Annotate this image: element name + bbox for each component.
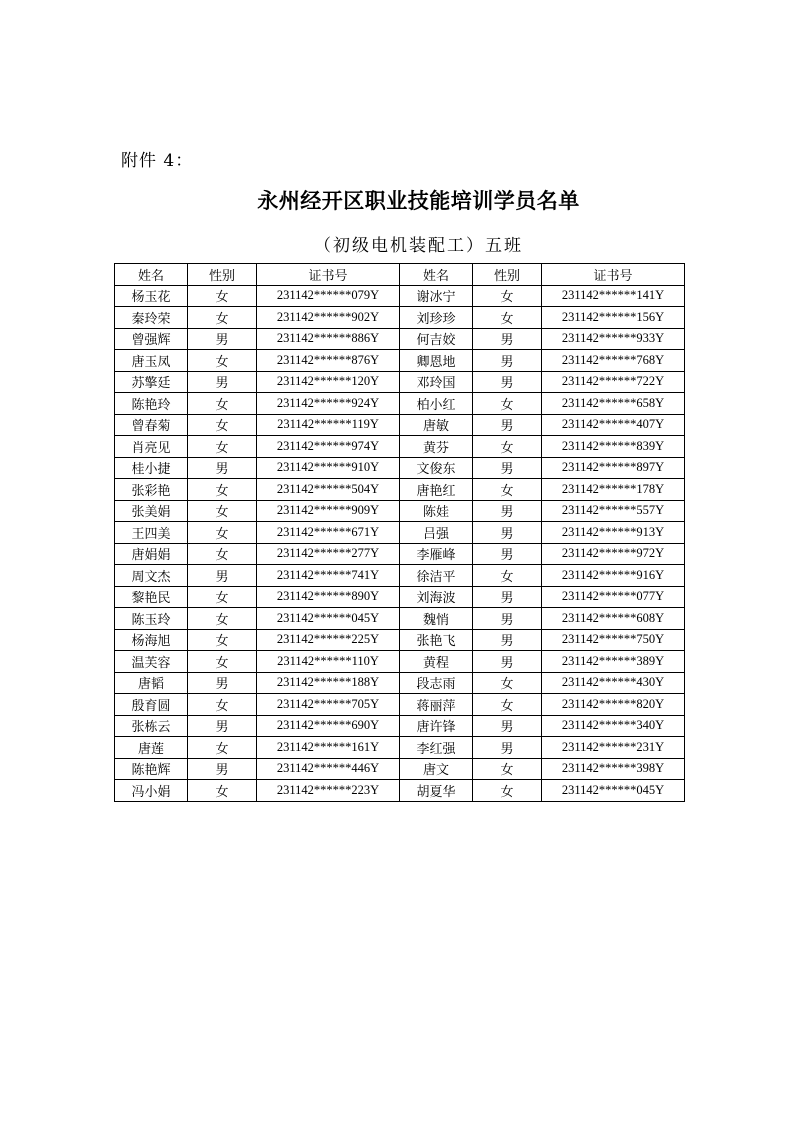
- header-name-right: 姓名: [400, 264, 473, 286]
- cert-number-cell: 231142******389Y: [542, 651, 685, 673]
- gender-cell: 男: [473, 371, 542, 393]
- gender-cell: 女: [188, 694, 257, 716]
- gender-cell: 女: [473, 694, 542, 716]
- gender-cell: 男: [188, 758, 257, 780]
- name-cell: 谢冰宁: [400, 285, 473, 307]
- table-row: [115, 457, 685, 479]
- name-cell: 曾春菊: [115, 414, 188, 436]
- table-row: [115, 479, 685, 501]
- table-row: [115, 651, 685, 673]
- table-row: [115, 350, 685, 372]
- cert-number-cell: 231142******974Y: [257, 436, 400, 458]
- name-cell: 唐艳红: [400, 479, 473, 501]
- gender-cell: 男: [473, 522, 542, 544]
- cert-number-cell: 231142******156Y: [542, 307, 685, 329]
- gender-cell: 男: [473, 457, 542, 479]
- cert-number-cell: 231142******430Y: [542, 672, 685, 694]
- cert-number-cell: 231142******916Y: [542, 565, 685, 587]
- cert-number-cell: 231142******178Y: [542, 479, 685, 501]
- name-cell: 张艳飞: [400, 629, 473, 651]
- header-name-left: 姓名: [115, 264, 188, 286]
- gender-cell: 女: [473, 758, 542, 780]
- name-cell: 黄程: [400, 651, 473, 673]
- cert-number-cell: 231142******909Y: [257, 500, 400, 522]
- gender-cell: 女: [188, 414, 257, 436]
- gender-cell: 男: [473, 651, 542, 673]
- gender-cell: 女: [188, 500, 257, 522]
- cert-number-cell: 231142******705Y: [257, 694, 400, 716]
- name-cell: 徐洁平: [400, 565, 473, 587]
- header-cert-left: 证书号: [257, 264, 400, 286]
- table-row: [115, 543, 685, 565]
- name-cell: 吕强: [400, 522, 473, 544]
- name-cell: 卿恩地: [400, 350, 473, 372]
- table-row: [115, 715, 685, 737]
- document-title: 永州经开区职业技能培训学员名单: [257, 189, 580, 213]
- cert-number-cell: 231142******077Y: [542, 586, 685, 608]
- gender-cell: 女: [188, 350, 257, 372]
- gender-cell: 男: [473, 737, 542, 759]
- cert-number-cell: 231142******890Y: [257, 586, 400, 608]
- table-row: [115, 436, 685, 458]
- table-row: [115, 565, 685, 587]
- table-row: [115, 758, 685, 780]
- name-cell: 陈玉玲: [115, 608, 188, 630]
- table-row: [115, 371, 685, 393]
- table-row: [115, 414, 685, 436]
- gender-cell: 男: [473, 543, 542, 565]
- cert-number-cell: 231142******913Y: [542, 522, 685, 544]
- table-row: [115, 307, 685, 329]
- gender-cell: 男: [188, 457, 257, 479]
- gender-cell: 女: [473, 285, 542, 307]
- cert-number-cell: 231142******120Y: [257, 371, 400, 393]
- gender-cell: 男: [473, 629, 542, 651]
- attachment-label: 附件 4：: [121, 151, 194, 171]
- table-row: [115, 328, 685, 350]
- gender-cell: 男: [473, 414, 542, 436]
- gender-cell: 女: [473, 479, 542, 501]
- cert-number-cell: 231142******141Y: [542, 285, 685, 307]
- gender-cell: 女: [188, 608, 257, 630]
- name-cell: 邓玲国: [400, 371, 473, 393]
- cert-number-cell: 231142******119Y: [257, 414, 400, 436]
- table-row: [115, 285, 685, 307]
- gender-cell: 女: [188, 436, 257, 458]
- name-cell: 李雁峰: [400, 543, 473, 565]
- table-row: [115, 500, 685, 522]
- document-subtitle: （初级电机装配工）五班: [314, 236, 523, 256]
- cert-number-cell: 231142******839Y: [542, 436, 685, 458]
- gender-cell: 男: [188, 715, 257, 737]
- gender-cell: 女: [473, 780, 542, 802]
- name-cell: 曾强辉: [115, 328, 188, 350]
- cert-number-cell: 231142******820Y: [542, 694, 685, 716]
- header-gender-left: 性别: [188, 264, 257, 286]
- gender-cell: 男: [473, 608, 542, 630]
- header-gender-right: 性别: [473, 264, 542, 286]
- name-cell: 文俊东: [400, 457, 473, 479]
- gender-cell: 男: [188, 565, 257, 587]
- cert-number-cell: 231142******671Y: [257, 522, 400, 544]
- table-row: [115, 608, 685, 630]
- gender-cell: 女: [473, 436, 542, 458]
- name-cell: 王四美: [115, 522, 188, 544]
- name-cell: 唐娟娟: [115, 543, 188, 565]
- cert-number-cell: 231142******910Y: [257, 457, 400, 479]
- table-row: [115, 694, 685, 716]
- name-cell: 张彩艳: [115, 479, 188, 501]
- name-cell: 黄芬: [400, 436, 473, 458]
- name-cell: 黎艳民: [115, 586, 188, 608]
- gender-cell: 男: [473, 500, 542, 522]
- table-row: [115, 737, 685, 759]
- cert-number-cell: 231142******231Y: [542, 737, 685, 759]
- gender-cell: 女: [188, 737, 257, 759]
- table-body: [115, 285, 685, 801]
- gender-cell: 女: [188, 543, 257, 565]
- cert-number-cell: 231142******557Y: [542, 500, 685, 522]
- cert-number-cell: 231142******768Y: [542, 350, 685, 372]
- gender-cell: 女: [188, 285, 257, 307]
- gender-cell: 男: [473, 328, 542, 350]
- name-cell: 何吉姣: [400, 328, 473, 350]
- name-cell: 周文杰: [115, 565, 188, 587]
- name-cell: 胡夏华: [400, 780, 473, 802]
- cert-number-cell: 231142******876Y: [257, 350, 400, 372]
- student-roster-table: [114, 263, 685, 802]
- gender-cell: 女: [188, 629, 257, 651]
- gender-cell: 女: [188, 479, 257, 501]
- cert-number-cell: 231142******658Y: [542, 393, 685, 415]
- cert-number-cell: 231142******741Y: [257, 565, 400, 587]
- name-cell: 段志雨: [400, 672, 473, 694]
- cert-number-cell: 231142******902Y: [257, 307, 400, 329]
- table-row: [115, 586, 685, 608]
- gender-cell: 男: [188, 672, 257, 694]
- name-cell: 柏小红: [400, 393, 473, 415]
- name-cell: 唐韬: [115, 672, 188, 694]
- name-cell: 杨玉花: [115, 285, 188, 307]
- name-cell: 唐玉凤: [115, 350, 188, 372]
- header-cert-right: 证书号: [542, 264, 685, 286]
- name-cell: 杨海旭: [115, 629, 188, 651]
- gender-cell: 男: [188, 328, 257, 350]
- cert-number-cell: 231142******188Y: [257, 672, 400, 694]
- name-cell: 温芙容: [115, 651, 188, 673]
- gender-cell: 女: [473, 307, 542, 329]
- cert-number-cell: 231142******340Y: [542, 715, 685, 737]
- table-row: [115, 780, 685, 802]
- cert-number-cell: 231142******161Y: [257, 737, 400, 759]
- cert-number-cell: 231142******110Y: [257, 651, 400, 673]
- name-cell: 李红强: [400, 737, 473, 759]
- cert-number-cell: 231142******277Y: [257, 543, 400, 565]
- cert-number-cell: 231142******225Y: [257, 629, 400, 651]
- gender-cell: 男: [188, 371, 257, 393]
- gender-cell: 男: [473, 350, 542, 372]
- name-cell: 桂小捷: [115, 457, 188, 479]
- table-row: [115, 393, 685, 415]
- cert-number-cell: 231142******933Y: [542, 328, 685, 350]
- cert-number-cell: 231142******886Y: [257, 328, 400, 350]
- name-cell: 唐莲: [115, 737, 188, 759]
- table-row: [115, 522, 685, 544]
- name-cell: 魏悄: [400, 608, 473, 630]
- name-cell: 唐敏: [400, 414, 473, 436]
- cert-number-cell: 231142******223Y: [257, 780, 400, 802]
- gender-cell: 女: [188, 651, 257, 673]
- cert-number-cell: 231142******504Y: [257, 479, 400, 501]
- gender-cell: 女: [188, 586, 257, 608]
- name-cell: 肖亮见: [115, 436, 188, 458]
- gender-cell: 女: [473, 565, 542, 587]
- name-cell: 唐许锋: [400, 715, 473, 737]
- table-header-row: [115, 264, 685, 286]
- name-cell: 秦玲荣: [115, 307, 188, 329]
- cert-number-cell: 231142******722Y: [542, 371, 685, 393]
- gender-cell: 女: [188, 780, 257, 802]
- cert-number-cell: 231142******045Y: [257, 608, 400, 630]
- gender-cell: 男: [473, 715, 542, 737]
- name-cell: 苏擎廷: [115, 371, 188, 393]
- table-row: [115, 629, 685, 651]
- name-cell: 刘珍珍: [400, 307, 473, 329]
- name-cell: 陈娃: [400, 500, 473, 522]
- cert-number-cell: 231142******446Y: [257, 758, 400, 780]
- gender-cell: 女: [473, 672, 542, 694]
- name-cell: 刘海波: [400, 586, 473, 608]
- cert-number-cell: 231142******972Y: [542, 543, 685, 565]
- gender-cell: 女: [188, 393, 257, 415]
- gender-cell: 女: [188, 307, 257, 329]
- name-cell: 殷育圆: [115, 694, 188, 716]
- cert-number-cell: 231142******079Y: [257, 285, 400, 307]
- name-cell: 唐文: [400, 758, 473, 780]
- cert-number-cell: 231142******924Y: [257, 393, 400, 415]
- gender-cell: 女: [473, 393, 542, 415]
- name-cell: 张美娟: [115, 500, 188, 522]
- cert-number-cell: 231142******045Y: [542, 780, 685, 802]
- cert-number-cell: 231142******750Y: [542, 629, 685, 651]
- name-cell: 蒋丽萍: [400, 694, 473, 716]
- cert-number-cell: 231142******897Y: [542, 457, 685, 479]
- gender-cell: 男: [473, 586, 542, 608]
- name-cell: 冯小娟: [115, 780, 188, 802]
- cert-number-cell: 231142******398Y: [542, 758, 685, 780]
- name-cell: 陈艳玲: [115, 393, 188, 415]
- table-row: [115, 672, 685, 694]
- gender-cell: 女: [188, 522, 257, 544]
- cert-number-cell: 231142******608Y: [542, 608, 685, 630]
- name-cell: 陈艳辉: [115, 758, 188, 780]
- cert-number-cell: 231142******690Y: [257, 715, 400, 737]
- cert-number-cell: 231142******407Y: [542, 414, 685, 436]
- name-cell: 张栋云: [115, 715, 188, 737]
